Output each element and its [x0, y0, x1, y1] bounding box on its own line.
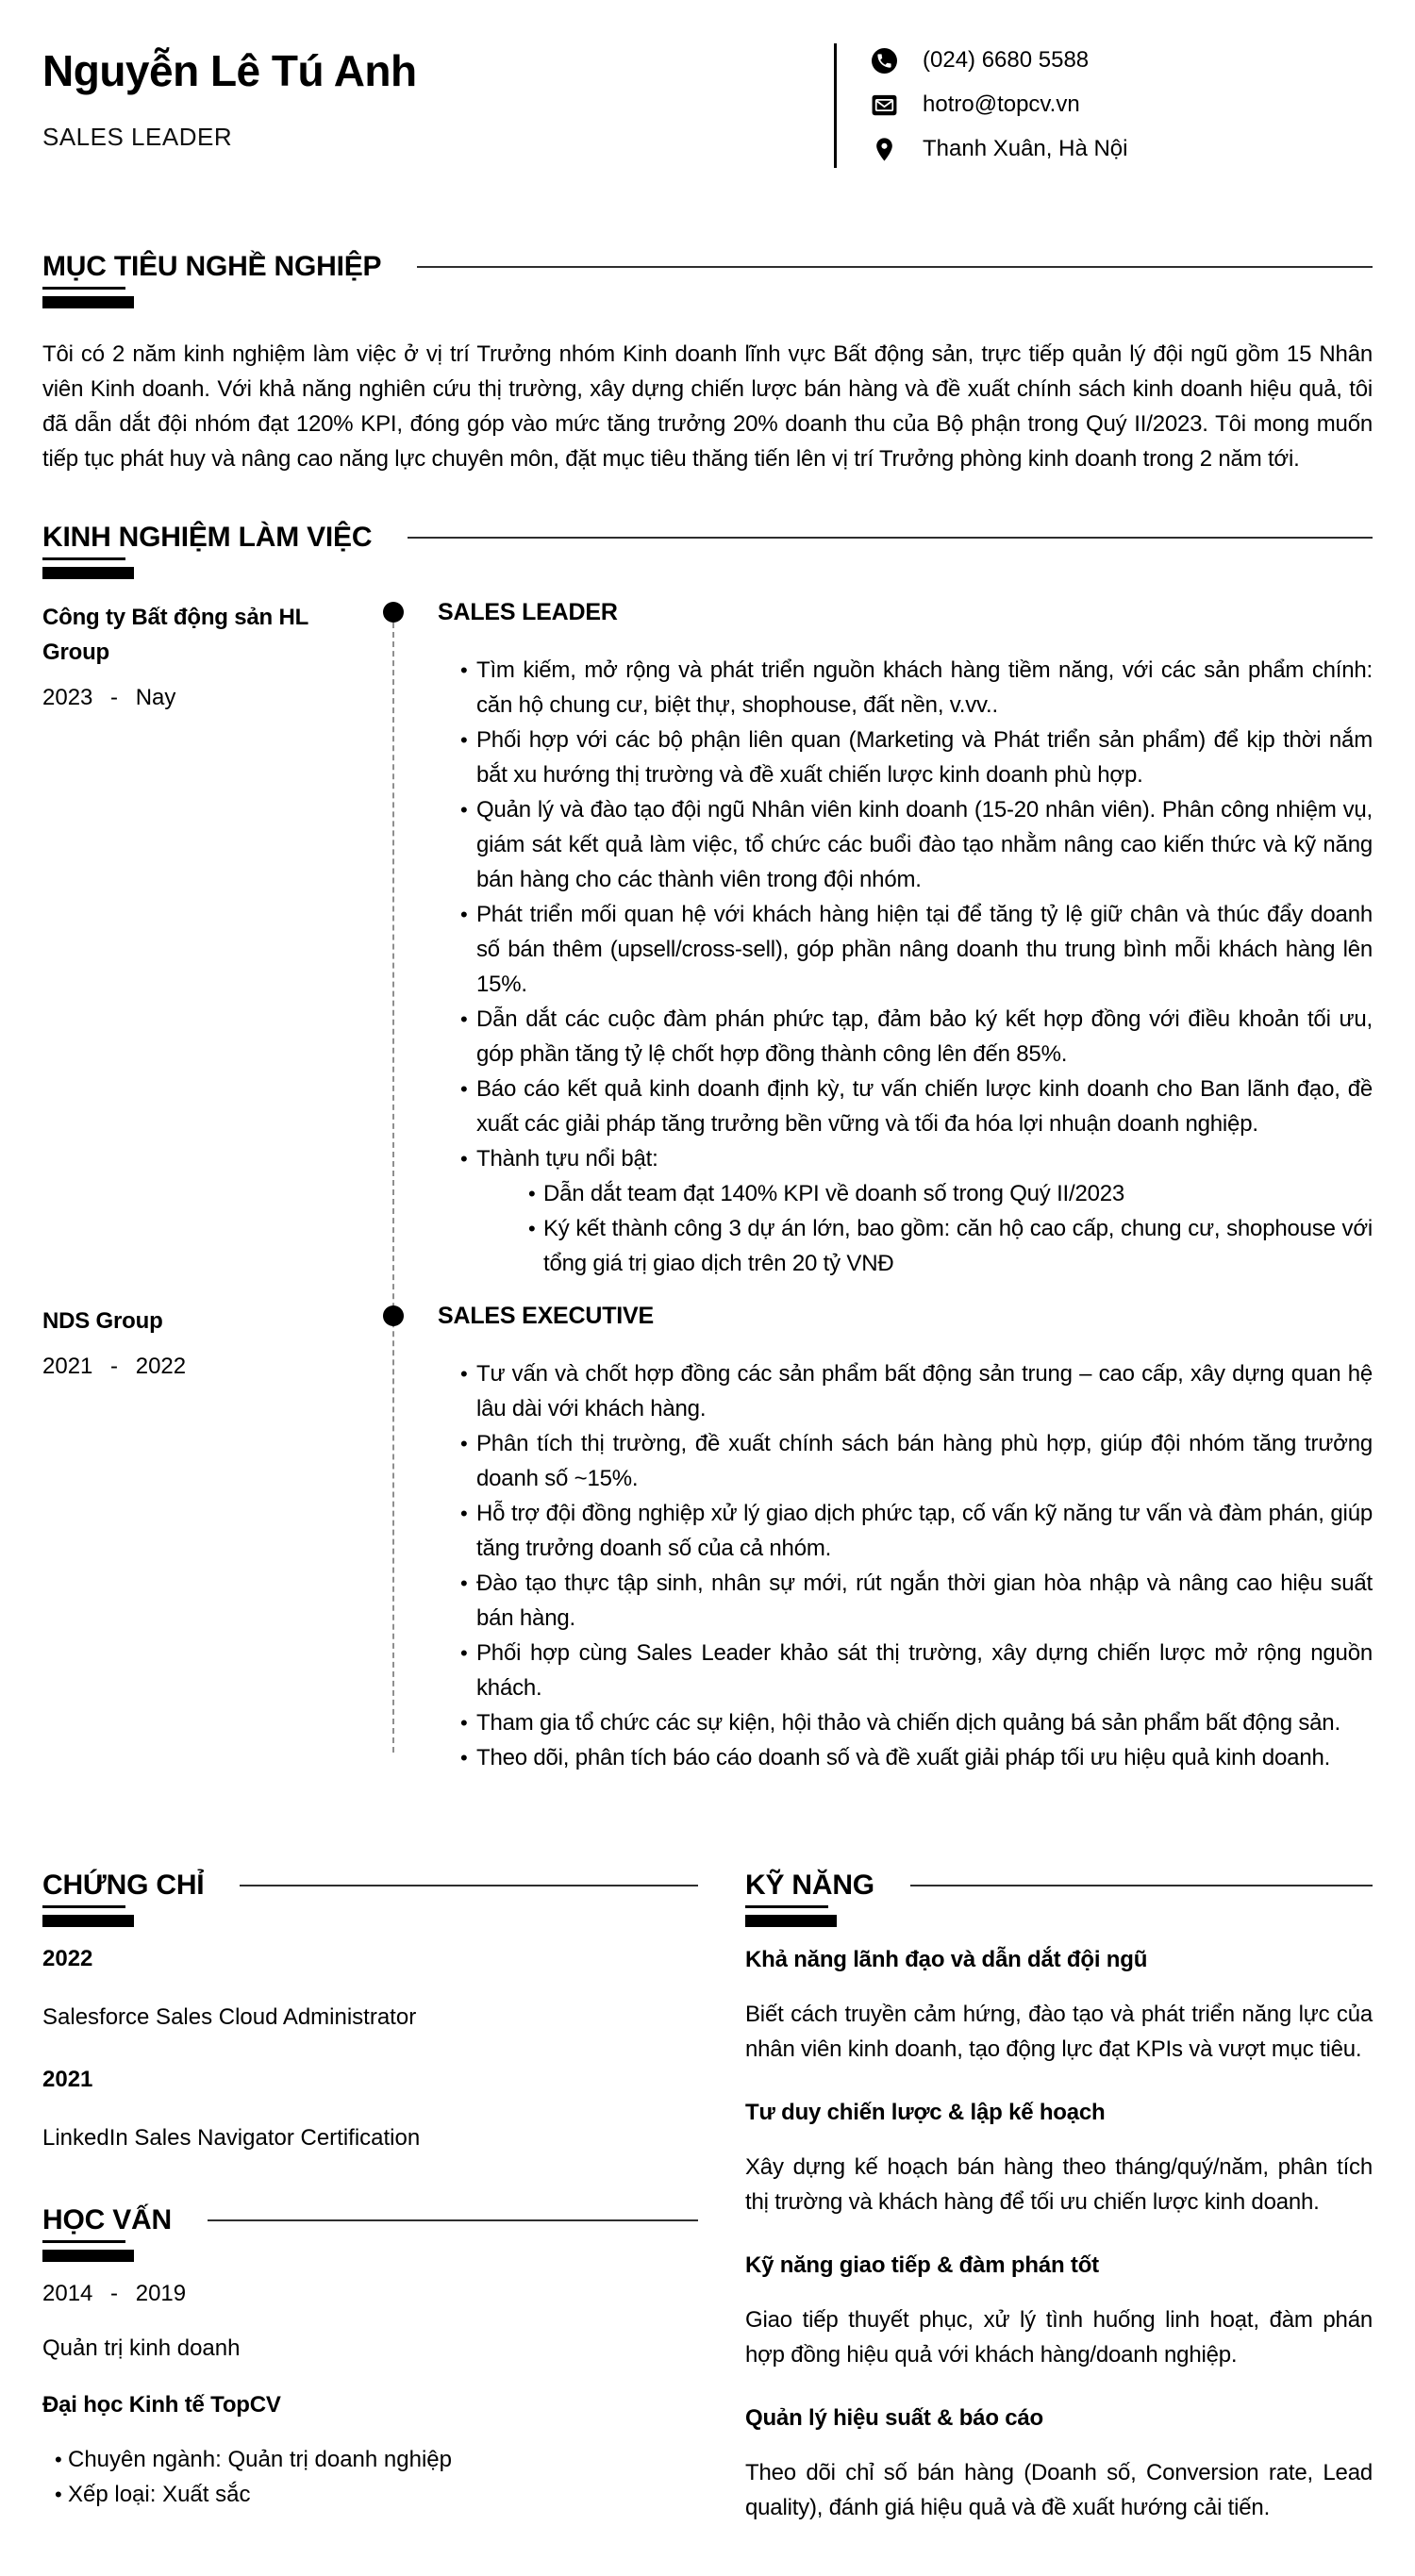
- contact-email: [872, 91, 1373, 118]
- skill-title: Khả năng lãnh đạo và dẫn dắt đội ngũ: [745, 1947, 1148, 1972]
- heading-rule: [240, 1885, 698, 1886]
- certificates-section: [42, 1870, 698, 2152]
- skill-item: [745, 2252, 1373, 2372]
- contact-block: [834, 43, 1373, 168]
- job-bullet-achievements: [438, 1141, 1373, 1281]
- job-bullet: • Phối hợp với các bộ phận liên quan (Marketing và Phát triển sản phẩm) để kịp thời nắm bắt xu hướng thị trường và đề xuất chiến lược kinh doanh phù hợp.: [438, 723, 1373, 792]
- skill-title: Quản lý hiệu suất & báo cáo: [745, 2405, 1043, 2431]
- job-content: [363, 600, 1373, 1281]
- candidate-name: Nguyễn Lê Tú Anh: [42, 46, 417, 95]
- bottom-columns: [42, 1870, 1373, 2525]
- heading-underline: [42, 1905, 125, 1908]
- heading-underline: [745, 1905, 828, 1908]
- skills-section-title: KỸ NĂNG: [745, 1870, 874, 1901]
- heading-accent-bar: [42, 2250, 134, 2262]
- education-period: 2014 - 2019: [42, 2281, 187, 2306]
- education-section-header: [42, 2204, 698, 2236]
- achievements-label: Thành tựu nổi bật:: [476, 1146, 658, 1172]
- education-detail-list: [42, 2442, 698, 2512]
- certificate-year: 2021: [42, 2067, 93, 2092]
- candidate-title: SALES LEADER: [42, 123, 233, 151]
- right-column: [745, 1870, 1373, 2525]
- job-bullet: • Tư vấn và chốt hợp đồng các sản phẩm bất động sản trung – cao cấp, xây dựng quan hệ lâu dài với khách hàng.: [438, 1356, 1373, 1426]
- company-name: NDS Group: [42, 1308, 163, 1334]
- skill-description: Giao tiếp thuyết phục, xử lý tình huống linh hoạt, đàm phán hợp đồng hiệu quả với khách hàng/doanh nghiệp.: [745, 2307, 1373, 2368]
- location-text: Thanh Xuân, Hà Nội: [923, 136, 1128, 161]
- job-bullet: • Hỗ trợ đội đồng nghiệp xử lý giao dịch phức tạp, cố vấn kỹ năng tư vấn và đàm phán, giúp tăng trưởng doanh số của cả nhóm.: [438, 1496, 1373, 1566]
- heading-underline: [42, 2240, 125, 2243]
- job-bullet: • Theo dõi, phân tích báo cáo doanh số và đề xuất giải pháp tối ưu hiệu quả kinh doanh.: [438, 1740, 1373, 1775]
- job-period: 2023 - Nay: [42, 685, 176, 710]
- achievement-sublist: [528, 1176, 1373, 1281]
- phone-number: (024) 6680 5588: [923, 47, 1090, 73]
- job-bullet: • Quản lý và đào tạo đội ngũ Nhân viên kinh doanh (15-20 nhân viên). Phân công nhiệm vụ, giám sát kết quả làm việc, tổ chức các buổi đào tạo nhằm nâng cao kiến thức và kỹ năng bán hàng cho các thành viên trong đội nhóm.: [438, 792, 1373, 897]
- certificate-year: 2022: [42, 1946, 93, 1971]
- job-bullet: • Đào tạo thực tập sinh, nhân sự mới, rút ngắn thời gian hòa nhập và nâng cao hiệu suất bán hàng.: [438, 1566, 1373, 1636]
- phone-icon: [872, 48, 897, 74]
- job-content: [363, 1304, 1373, 1775]
- heading-rule: [208, 2219, 698, 2221]
- heading-rule: [408, 537, 1373, 539]
- objective-section-header: [42, 251, 1373, 283]
- education-school: Đại học Kinh tế TopCV: [42, 2392, 281, 2418]
- company-name: Công ty Bất động sản HL Group: [42, 605, 308, 665]
- skill-description: Biết cách truyền cảm hứng, đào tạo và phát triển năng lực của nhân viên kinh doanh, tạo động lực đạt KPIs và vượt mục tiêu.: [745, 2002, 1373, 2062]
- header: [42, 43, 1373, 168]
- skill-item: [745, 2100, 1373, 2219]
- education-detail: • Xếp loại: Xuất sắc: [42, 2477, 698, 2512]
- job-role: SALES EXECUTIVE: [438, 1303, 654, 1329]
- achievement-item: • Dẫn dắt team đạt 140% KPI về doanh số trong Quý II/2023: [528, 1176, 1373, 1211]
- heading-underline: [42, 287, 125, 290]
- achievement-item: • Ký kết thành công 3 dự án lớn, bao gồm: căn hộ cao cấp, chung cư, shophouse với tổng giá trị giao dịch trên 20 tỷ VNĐ: [528, 1211, 1373, 1281]
- heading-accent-bar: [745, 1915, 837, 1927]
- job-meta: [42, 1304, 363, 1775]
- education-section-title: HỌC VẤN: [42, 2204, 172, 2235]
- certificate-name: LinkedIn Sales Navigator Certification: [42, 2125, 421, 2151]
- contact-phone: [872, 47, 1373, 74]
- job-meta: [42, 600, 363, 1281]
- heading-accent-bar: [42, 1915, 134, 1927]
- experience-section: [42, 522, 1373, 1775]
- job-bullet: • Tham gia tổ chức các sự kiện, hội thảo và chiến dịch quảng bá sản phẩm bất động sản.: [438, 1705, 1373, 1740]
- skill-description: Xây dựng kế hoạch bán hàng theo tháng/quý/năm, phân tích thị trường và khách hàng để tối ưu chiến lược kinh doanh.: [745, 2154, 1373, 2215]
- skill-title: Tư duy chiến lược & lập kế hoạch: [745, 2100, 1106, 2125]
- job-entry: [42, 600, 1373, 1281]
- job-bullet: • Báo cáo kết quả kinh doanh định kỳ, tư vấn chiến lược kinh doanh cho Ban lãnh đạo, đề xuất các giải pháp tăng trưởng bền vững và tối đa hóa lợi nhuận doanh nghiệp.: [438, 1072, 1373, 1141]
- identity-block: [42, 43, 417, 152]
- location-icon: [872, 137, 897, 162]
- heading-accent-bar: [42, 296, 134, 308]
- experience-section-header: [42, 522, 1373, 554]
- skill-item: [745, 2405, 1373, 2525]
- education-detail: • Chuyên ngành: Quản trị doanh nghiệp: [42, 2442, 698, 2477]
- timeline-dot: [383, 1305, 404, 1326]
- email-icon: [872, 92, 897, 118]
- heading-rule: [417, 266, 1373, 268]
- job-bullet: • Phối hợp cùng Sales Leader khảo sát thị trường, xây dựng chiến lược mở rộng nguồn khách.: [438, 1636, 1373, 1705]
- left-column: [42, 1870, 698, 2525]
- job-bullet-list: [438, 653, 1373, 1281]
- job-bullet: • Tìm kiếm, mở rộng và phát triển nguồn khách hàng tiềm năng, với các sản phẩm chính: căn hộ chung cư, biệt thự, shophouse, đất nền, v.vv..: [438, 653, 1373, 723]
- heading-accent-bar: [42, 567, 134, 579]
- experience-section-title: KINH NGHIỆM LÀM VIỆC: [42, 522, 373, 553]
- timeline-dot: [383, 602, 404, 623]
- skills-section-header: [745, 1870, 1373, 1902]
- certificates-section-title: CHỨNG CHỈ: [42, 1870, 205, 1901]
- job-role: SALES LEADER: [438, 599, 618, 625]
- certificates-section-header: [42, 1870, 698, 1902]
- job-bullet: • Phân tích thị trường, đề xuất chính sách bán hàng phù hợp, giúp đội nhóm tăng trưởng doanh số ~15%.: [438, 1426, 1373, 1496]
- objective-text: Tôi có 2 năm kinh nghiệm làm việc ở vị trí Trưởng nhóm Kinh doanh lĩnh vực Bất động sản, trực tiếp quản lý đội ngũ gồm 15 Nhân viên Kinh doanh. Với khả năng nghiên cứu thị trường, xây dựng chiến lược bán hàng và đề xuất chính sách kinh doanh hiệu quả, tôi đã dẫn dắt đội nhóm đạt 120% KPI, đóng góp vào mức tăng trưởng 20% doanh thu của Bộ phận trong Quý II/2023. Tôi mong muốn tiếp tục phát huy và nâng cao năng lực chuyên môn, đặt mục tiêu thăng tiến lên vị trí Trưởng phòng kinh doanh trong 2 năm tới.: [42, 341, 1373, 472]
- skill-item: [745, 1947, 1373, 2067]
- experience-timeline: [42, 600, 1373, 1775]
- job-bullet: • Phát triển mối quan hệ với khách hàng hiện tại để tăng tỷ lệ giữ chân và thúc đẩy doanh số bán thêm (upsell/cross-sell), góp phần nâng doanh thu trung bình mỗi khách hàng lên 15%.: [438, 897, 1373, 1002]
- objective-section: [42, 251, 1373, 476]
- job-bullet-list: [438, 1356, 1373, 1775]
- education-section: [42, 2204, 698, 2512]
- job-bullet: • Dẫn dắt các cuộc đàm phán phức tạp, đảm bảo ký kết hợp đồng với điều khoản tối ưu, góp phần tăng tỷ lệ chốt hợp đồng thành công lên đến 85%.: [438, 1002, 1373, 1072]
- certificate-name: Salesforce Sales Cloud Administrator: [42, 2004, 417, 2030]
- contact-location: [872, 136, 1373, 162]
- email-address: hotro@topcv.vn: [923, 91, 1080, 117]
- skill-title: Kỹ năng giao tiếp & đàm phán tốt: [745, 2252, 1099, 2278]
- objective-section-title: MỤC TIÊU NGHỀ NGHIỆP: [42, 251, 382, 282]
- skill-description: Theo dõi chỉ số bán hàng (Doanh số, Conversion rate, Lead quality), đánh giá hiệu quả và đề xuất hướng cải tiến.: [745, 2460, 1373, 2520]
- job-entry: [42, 1304, 1373, 1775]
- heading-underline: [42, 557, 125, 560]
- skills-section: [745, 1870, 1373, 2525]
- job-period: 2021 - 2022: [42, 1354, 187, 1379]
- education-major: Quản trị kinh doanh: [42, 2335, 241, 2361]
- heading-rule: [910, 1885, 1373, 1886]
